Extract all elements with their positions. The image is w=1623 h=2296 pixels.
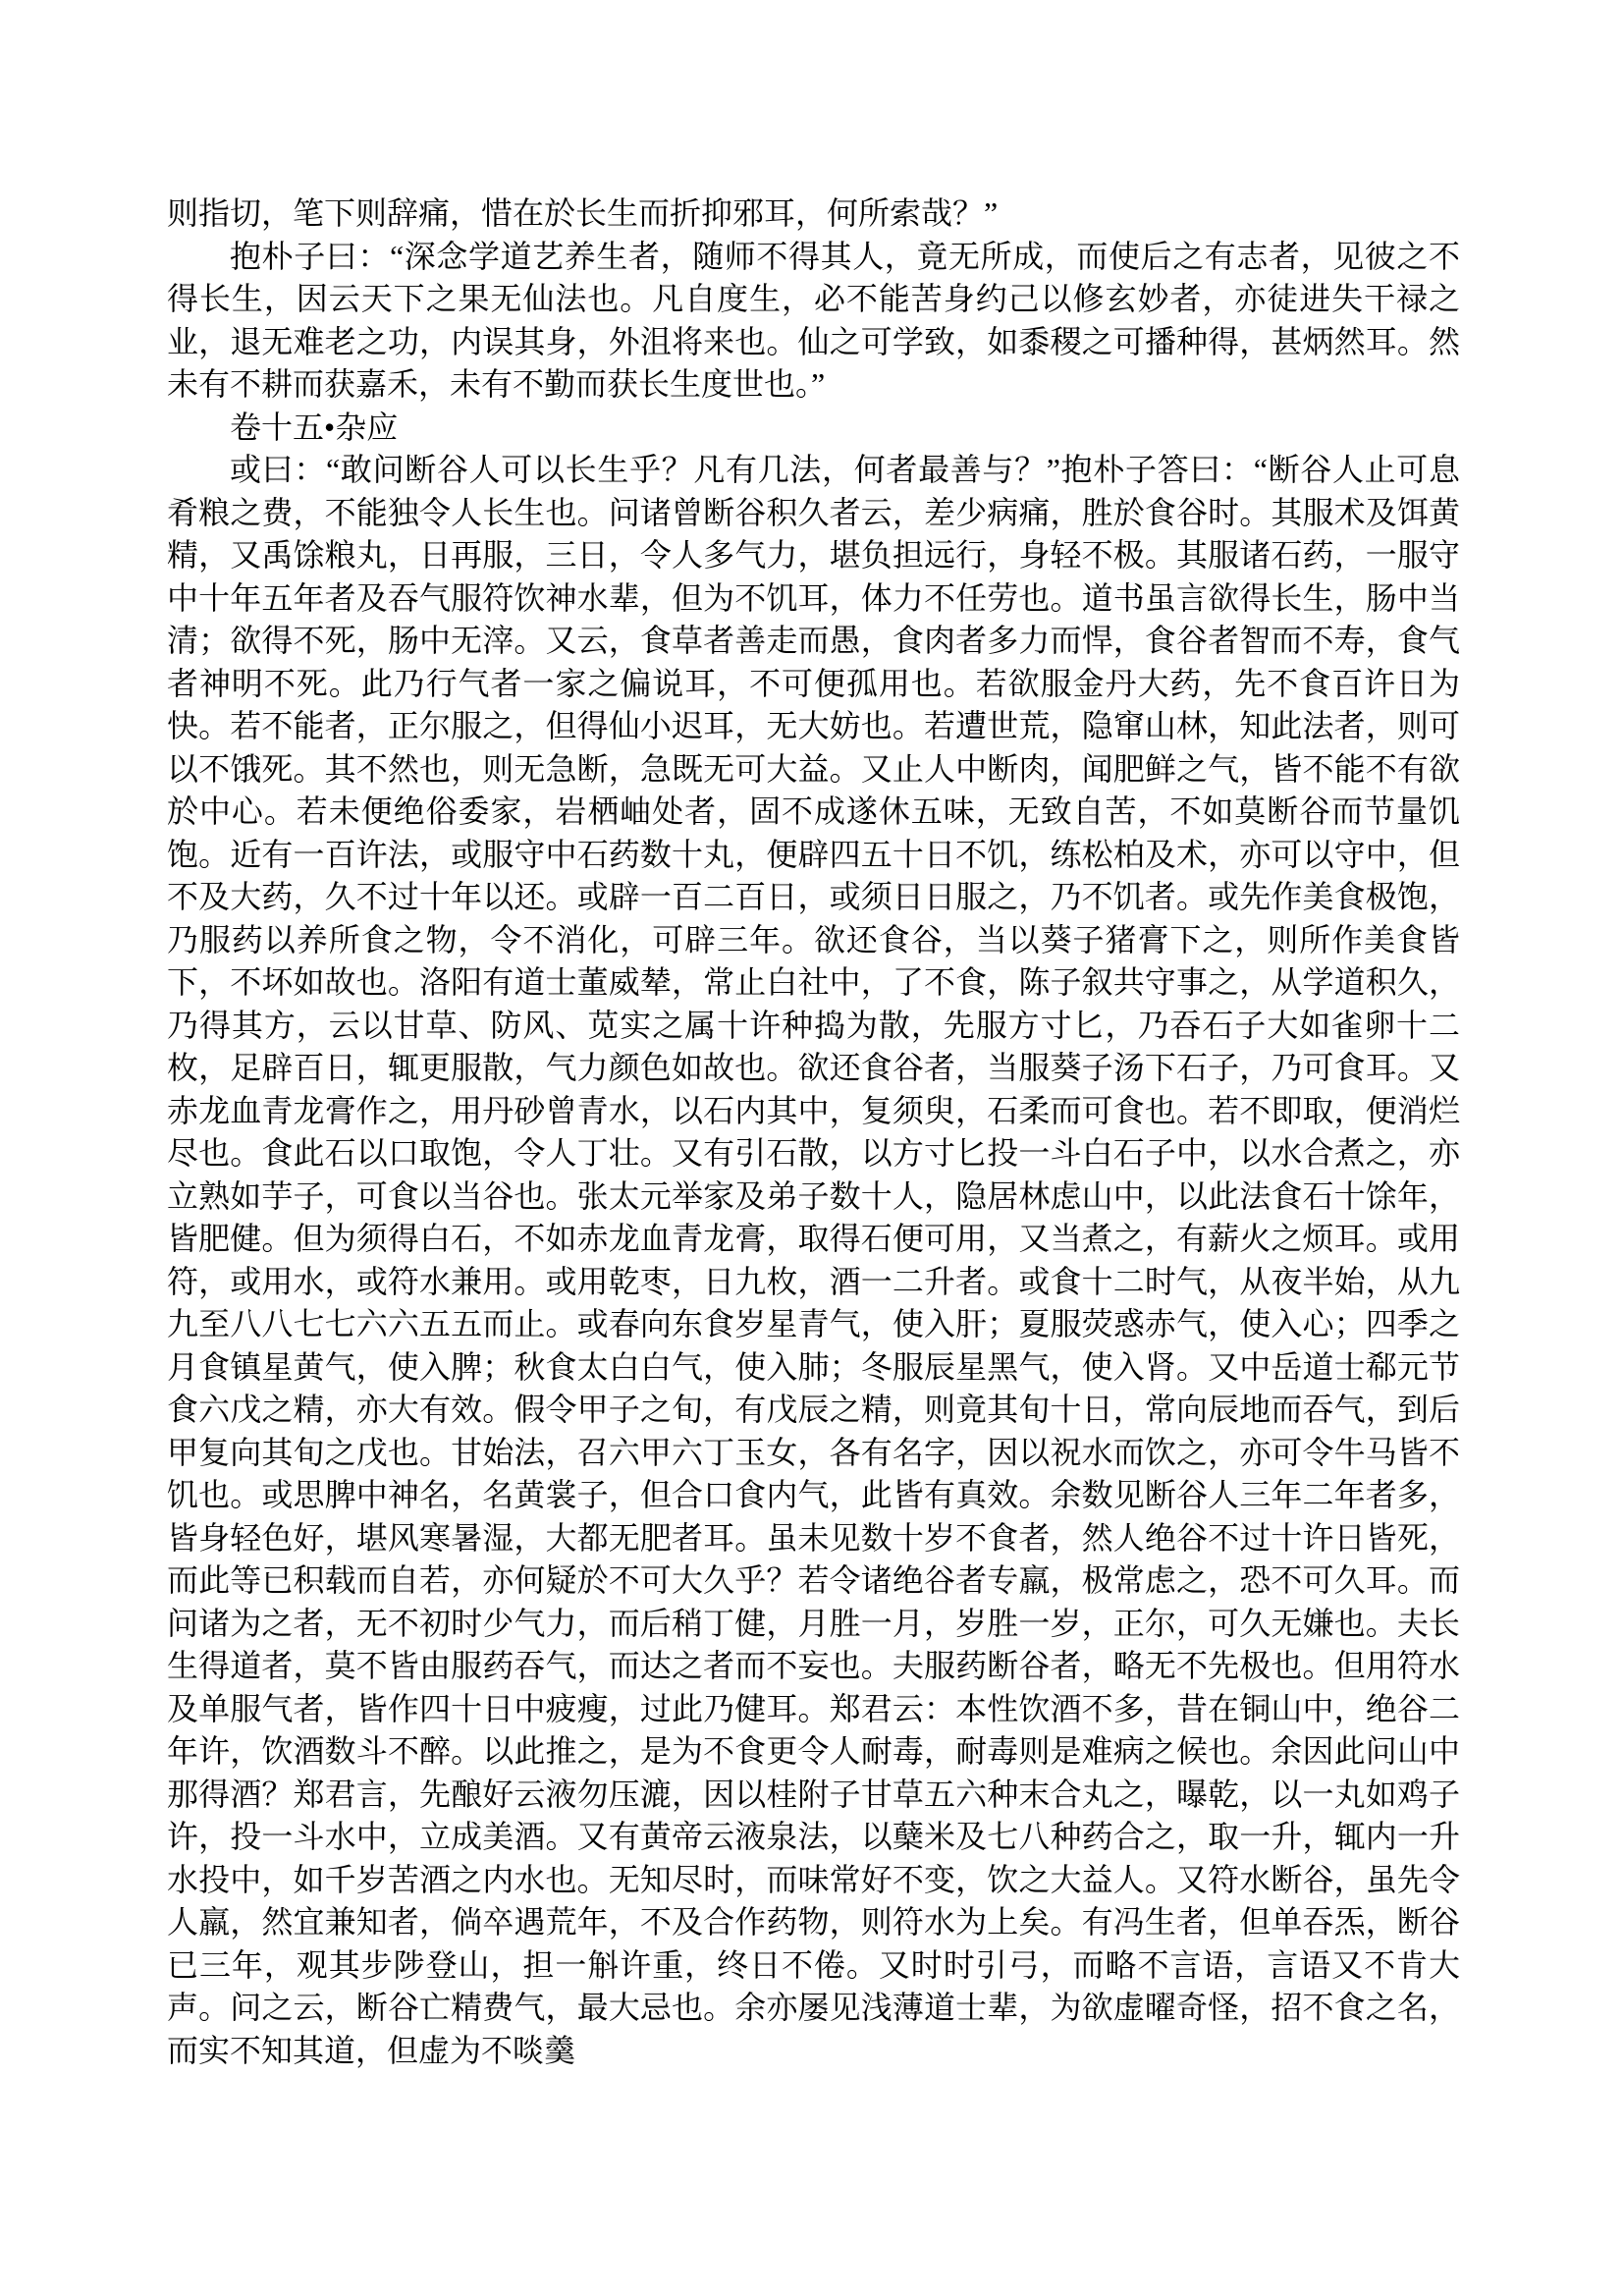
paragraph-baopuzi-reply: 抱朴子曰：“深念学道艺养生者，随师不得其人，竟无所成，而使后之有志者，见彼之不得长生，因云天下之果无仙法也。凡自度生，必不能苦身约己以修玄妙者，亦徒进失干禄之业，退无难老之功，内误其身，外沮将来也。仙之可学致，如黍稷之可播种得，甚炳然耳。然未有不耕而获嘉禾，未有不勤而获长生度世也。”: [167, 238, 1460, 402]
paragraph-continuation: 则指切，笔下则辞痛，惜在於长生而折抑邪耳，何所索哉？”: [167, 195, 999, 231]
document-page: [167, 192, 1460, 2072]
paragraph-zayin-chapter-body: 或曰：“敢问断谷人可以长生乎？凡有几法，何者最善与？”抱朴子答曰：“断谷人止可息肴粮之费，不能独令人长生也。问诸曾断谷积久者云，差少病痛，胜於食谷时。其服术及饵黄精，又禹馀粮丸，日再服，三日，令人多气力，堪负担远行，身轻不极。其服诸石药，一服守中十年五年者及吞气服符饮神水辈，但为不饥耳，体力不任劳也。道书虽言欲得长生，肠中当清；欲得不死，肠中无滓。又云，食草者善走而愚，食肉者多力而悍，食谷者智而不寿，食气者神明不死。此乃行气者一家之偏说耳，不可便孤用也。若欲服金丹大药，先不食百许日为快。若不能者，正尔服之，但得仙小迟耳，无大妨也。若遭世荒，隐窜山林，知此法者，则可以不饿死。其不然也，则无急断，急既无可大益。又止人中断肉，闻肥鲜之气，皆不能不有欲於中心。若未便绝俗委家，岩栖岫处者，固不成遂休五味，无致自苦，不如莫断谷而节量饥饱。近有一百许法，或服守中石药数十丸，便辟四五十日不饥，练松柏及术，亦可以守中，但不及大药，久不过十年以还。或辟一百二百日，或须日日服之，乃不饥者。或先作美食极饱，乃服药以养所食之物，令不消化，可辟三年。欲还食谷，当以葵子猪膏下之，则所作美食皆下，不坏如故也。洛阳有道士董威辇，常止白社中，了不食，陈子叙共守事之，从学道积久，乃得其方，云以甘草、防风、苋实之属十许种捣为散，先服方寸匕，乃吞石子大如雀卵十二枚，足辟百日，辄更服散，气力颜色如故也。欲还食谷者，当服葵子汤下石子，乃可食耳。又赤龙血青龙膏作之，用丹砂曾青水，以石内其中，复须臾，石柔而可食也。若不即取，便消烂尽也。食此石以口取饱，令人丁壮。又有引石散，以方寸匕投一斗白石子中，以水合煮之，亦立熟如芋子，可食以当谷也。张太元举家及弟子数十人，隐居林虑山中，以此法食石十馀年，皆肥健。但为须得白石，不如赤龙血青龙膏，取得石便可用，又当煮之，有薪火之烦耳。或用符，或用水，或符水兼用。或用乾枣，日九枚，酒一二升者。或食十二时气，从夜半始，从九九至八八七七六六五五而止。或春向东食岁星青气，使入肝；夏服荧惑赤气，使入心；四季之月食镇星黄气，使入脾；秋食太白白气，使入肺；冬服辰星黑气，使入肾。又中岳道士郗元节食六戊之精，亦大有效。假令甲子之旬，有戊辰之精，则竟其旬十日，常向辰地而吞气，到后甲复向其旬之戊也。甘始法，召六甲六丁玉女，各有名字，因以祝水而饮之，亦可令牛马皆不饥也。或思脾中神名，名黄裳子，但合口食内气，此皆有真效。余数见断谷人三年二年者多，皆身轻色好，堪风寒暑湿，大都无肥者耳。虽未见数十岁不食者，然人绝谷不过十许日皆死，而此等已积载而自若，亦何疑於不可大久乎？若令诸绝谷者专羸，极常虑之，恐不可久耳。而问诸为之者，无不初时少气力，而后稍丁健，月胜一月，岁胜一岁，正尔，可久无嫌也。夫长生得道者，莫不皆由服药吞气，而达之者而不妄也。夫服药断谷者，略无不先极也。但用符水及单服气者，皆作四十日中疲瘦，过此乃健耳。郑君云：本性饮酒不多，昔在铜山中，绝谷二年许，饮酒数斗不醉。以此推之，是为不食更令人耐毒，耐毒则是难病之候也。余因此问山中那得酒？郑君言，先酿好云液勿压漉，因以桂附子甘草五六种末合丸之，曝乾，以一丸如鸡子许，投一斗水中，立成美酒。又有黄帝云液泉法，以蘖米及七八种药合之，取一升，辄内一升水投中，如千岁苦酒之内水也。无知尽时，而味常好不变，饮之大益人。又符水断谷，虽先令人羸，然宜兼知者，倘卒遇荒年，不及合作药物，则符水为上矣。有冯生者，但单吞炁，断谷已三年，观其步陟登山，担一斛许重，终日不倦。又时时引弓，而略不言语，言语又不肯大声。问之云，断谷亡精费气，最大忌也。余亦屡见浅薄道士辈，为欲虚曜奇怪，招不食之名，而实不知其道，但虚为不啖羹: [167, 452, 1460, 2068]
chapter-heading: 卷十五•杂应: [230, 409, 399, 445]
